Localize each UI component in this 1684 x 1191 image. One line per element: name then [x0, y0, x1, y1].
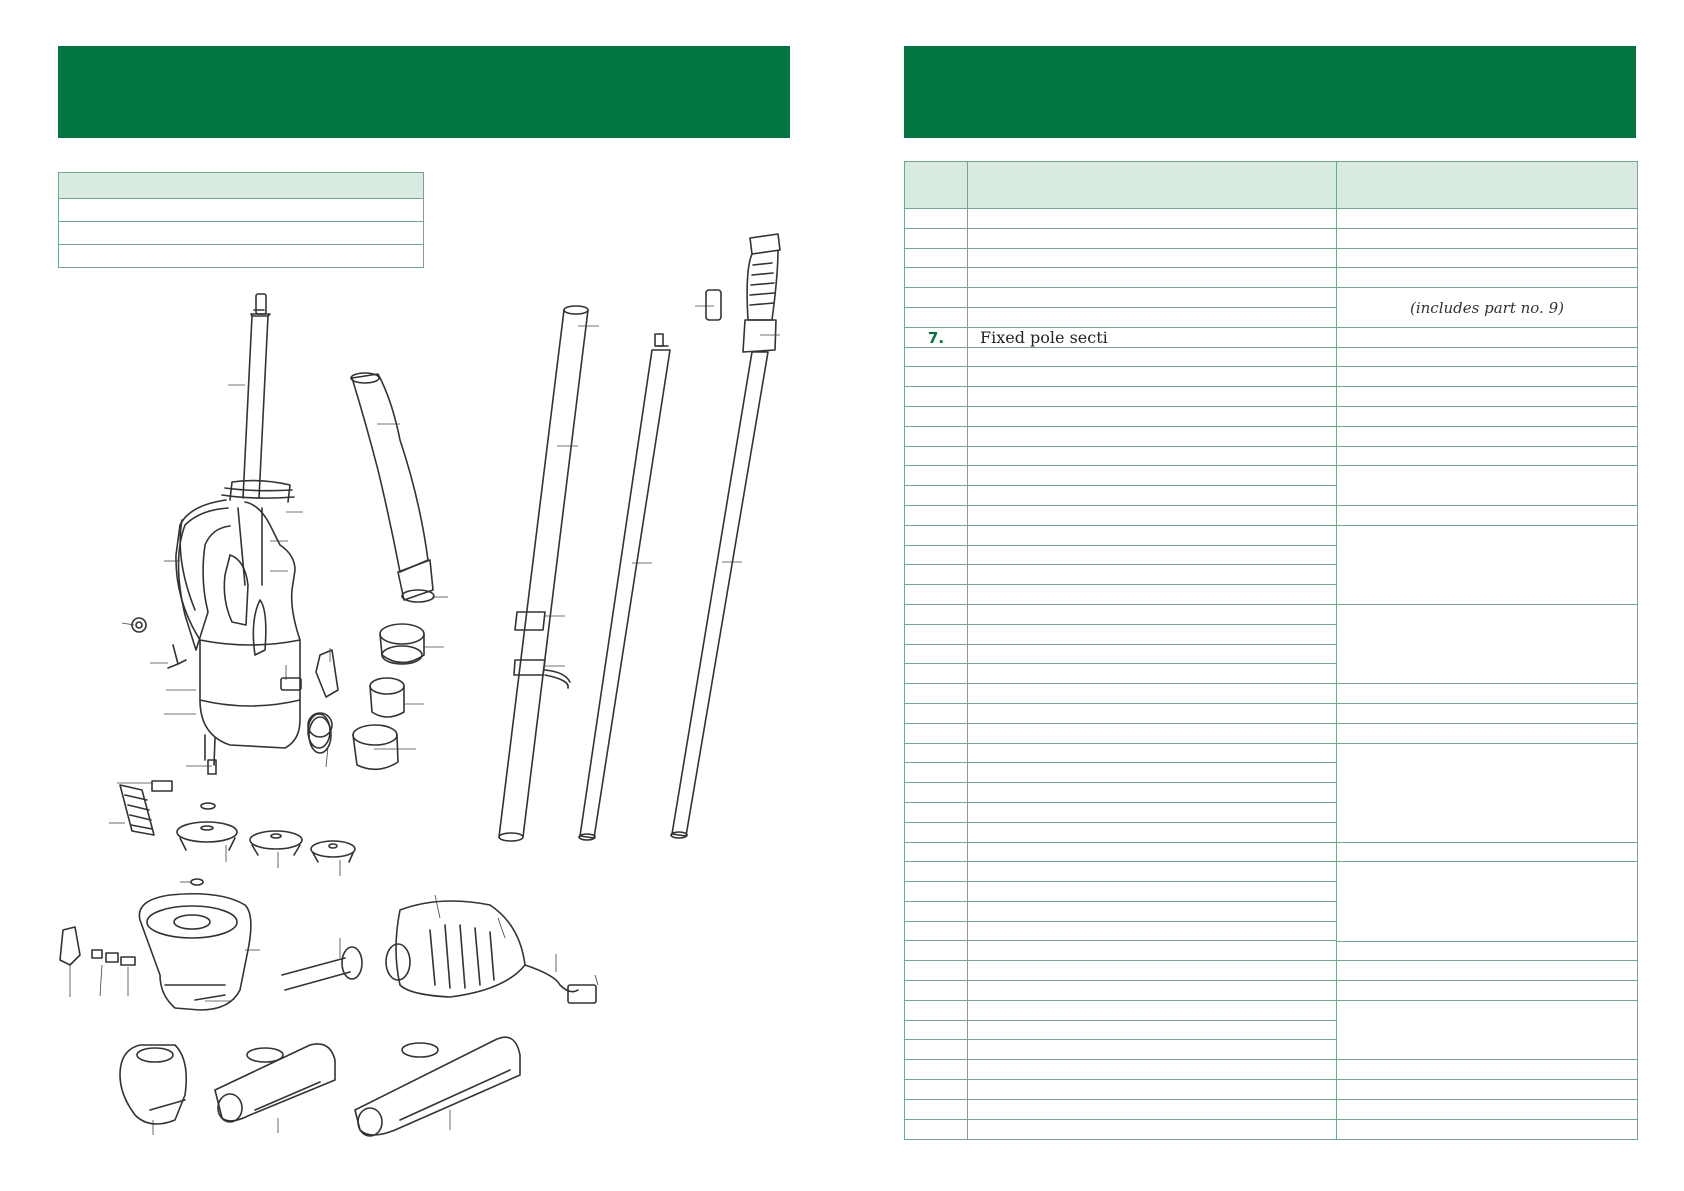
impeller-discs: [177, 803, 355, 885]
description-cell: [968, 763, 1336, 783]
description-cell: [968, 387, 1336, 407]
number-cell: [905, 1001, 967, 1021]
description-cell: [968, 1100, 1336, 1120]
number-cell: [905, 684, 967, 704]
description-cell: [968, 902, 1336, 922]
number-cell: [905, 1040, 967, 1060]
partcode-column: [1337, 209, 1637, 1139]
partcode-cell: [1337, 249, 1637, 269]
description-cell: [968, 981, 1336, 1001]
partcode-cell: [1337, 268, 1637, 288]
number-cell: [905, 803, 967, 823]
partcode-cell: [1337, 328, 1637, 348]
description-cell: [968, 268, 1336, 288]
small-clip: [106, 953, 118, 962]
description-cell: [968, 249, 1336, 269]
description-cell: [968, 526, 1336, 546]
brush-head-large: [355, 1037, 520, 1136]
leader-lines: [70, 306, 780, 1135]
description-cell: [968, 209, 1336, 229]
partcode-cell: [1337, 466, 1637, 506]
power-cable: [525, 965, 578, 992]
partcode-cell: [1337, 961, 1637, 981]
power-adapter: [568, 985, 596, 1003]
partcode-cell: [1337, 288, 1637, 328]
number-cell: [905, 407, 967, 427]
description-cell: [968, 783, 1336, 803]
pre-filter: [120, 785, 154, 835]
description-cell: [968, 843, 1336, 863]
brush-head-medium: [215, 1044, 335, 1122]
partcode-cell: [1337, 942, 1637, 962]
description-cell: [968, 823, 1336, 843]
description-cell: [968, 565, 1336, 585]
number-cell: [905, 229, 967, 249]
pump-body: [176, 481, 300, 774]
description-cell: [968, 1060, 1336, 1080]
description-cell: [968, 605, 1336, 625]
partcode-cell: [1337, 684, 1637, 704]
number-cell: [905, 466, 967, 486]
partcode-cell: [1337, 526, 1637, 605]
description-cell: [968, 585, 1336, 605]
pole-with-grip: [671, 234, 780, 838]
number-cell: [905, 843, 967, 863]
skimmer-head: [139, 894, 251, 1010]
number-cell: [905, 664, 967, 684]
number-cell: [905, 645, 967, 665]
number-cell: [905, 783, 967, 803]
number-cell: [905, 605, 967, 625]
description-cell: [968, 308, 1336, 328]
number-cell: [905, 1100, 967, 1120]
brush-head-small: [120, 1045, 186, 1124]
number-cell: [905, 625, 967, 645]
number-cell: [905, 961, 967, 981]
description-cell: [968, 466, 1336, 486]
partcode-cell: [1337, 447, 1637, 467]
description-cell: [968, 328, 1336, 348]
description-cell: [968, 1120, 1336, 1140]
telescopic-pole: [499, 306, 588, 841]
parts-table-body: [905, 209, 1637, 1139]
number-cell: [905, 209, 967, 229]
description-cell: [968, 625, 1336, 645]
partcode-cell: [1337, 981, 1637, 1001]
partcode-cell: [1337, 605, 1637, 684]
partcode-cell: [1337, 367, 1637, 387]
pole-coupling: [706, 290, 721, 320]
number-cell: [905, 447, 967, 467]
number-cell: [905, 526, 967, 546]
description-cell: [968, 961, 1336, 981]
number-cell: [905, 546, 967, 566]
description-cell: [968, 941, 1336, 961]
partcode-cell: [1337, 1100, 1637, 1120]
description-cell: [968, 546, 1336, 566]
description-cell: [968, 664, 1336, 684]
part-description-7: Fixed pole secti: [980, 327, 1108, 347]
description-cell: [968, 1080, 1336, 1100]
partcode-cell: [1337, 744, 1637, 843]
description-cell: [968, 348, 1336, 368]
small-filter-plate: [281, 678, 301, 690]
description-cell: [968, 486, 1336, 506]
number-cell: [905, 882, 967, 902]
partcode-cell: [1337, 1080, 1637, 1100]
number-cell: [905, 506, 967, 526]
description-cell: [968, 427, 1336, 447]
number-cell: [905, 981, 967, 1001]
description-column: [968, 209, 1337, 1139]
number-cell: [905, 249, 967, 269]
number-cell: [905, 744, 967, 764]
fixed-pole-section: [579, 334, 670, 840]
number-cell: [905, 1021, 967, 1041]
description-cell: [968, 704, 1336, 724]
crank-key: [168, 645, 186, 668]
partcode-cell: [1337, 427, 1637, 447]
description-cell: [968, 744, 1336, 764]
header-number-cell: [905, 162, 968, 208]
number-cell: [905, 1060, 967, 1080]
number-column: [905, 209, 968, 1139]
partcode-cell: [1337, 387, 1637, 407]
description-cell: [968, 1040, 1336, 1060]
description-cell: [968, 645, 1336, 665]
number-cell: [905, 308, 967, 328]
number-cell: [905, 1080, 967, 1100]
side-clip: [60, 927, 80, 965]
number-cell: [905, 862, 967, 882]
partcode-cell: [1337, 348, 1637, 368]
number-cell: [905, 367, 967, 387]
number-cell: [905, 427, 967, 447]
description-cell: [968, 1001, 1336, 1021]
part-number-7: 7.: [927, 328, 945, 347]
pump-inlet-tube: [243, 294, 270, 498]
number-cell: [905, 902, 967, 922]
description-cell: [968, 882, 1336, 902]
partcode-cell: [1337, 506, 1637, 526]
description-cell: [968, 367, 1336, 387]
description-cell: [968, 407, 1336, 427]
number-cell: [905, 585, 967, 605]
small-gasket: [92, 950, 102, 958]
partcode-cell: [1337, 1060, 1637, 1080]
small-seal: [121, 957, 135, 965]
number-cell: [905, 941, 967, 961]
partcode-cell: [1337, 1001, 1637, 1060]
description-cell: [968, 922, 1336, 942]
partcode-cell: [1337, 407, 1637, 427]
number-cell: [905, 486, 967, 506]
partcode-cell: [1337, 229, 1637, 249]
number-cell: [905, 387, 967, 407]
description-cell: [968, 862, 1336, 882]
description-cell: [968, 447, 1336, 467]
number-cell: [905, 922, 967, 942]
header-description-cell: [968, 162, 1337, 208]
partcode-cell: [1337, 1120, 1637, 1140]
description-cell: [968, 803, 1336, 823]
parts-list-table: [904, 161, 1638, 1140]
description-cell: [968, 506, 1336, 526]
motor-housing: [386, 901, 525, 997]
number-cell: [905, 823, 967, 843]
number-cell: [905, 724, 967, 744]
partcode-cell: [1337, 724, 1637, 744]
description-cell: [968, 684, 1336, 704]
partcode-cell: [1337, 843, 1637, 863]
description-cell: [968, 1021, 1336, 1041]
number-cell: [905, 288, 967, 308]
number-cell: [905, 763, 967, 783]
group-note: (includes part no. 9): [1410, 298, 1564, 317]
small-nut: [132, 618, 146, 632]
cable-gland: [342, 947, 362, 979]
number-cell: [905, 328, 967, 348]
partcode-cell: [1337, 862, 1637, 941]
number-cell: [905, 1120, 967, 1140]
description-cell: [968, 724, 1336, 744]
number-cell: [905, 348, 967, 368]
partcode-cell: [1337, 209, 1637, 229]
number-cell: [905, 268, 967, 288]
description-cell: [968, 288, 1336, 308]
parts-table-header: [905, 162, 1637, 209]
description-cell: [968, 229, 1336, 249]
flexible-hose: [351, 373, 434, 602]
partcode-cell: [1337, 704, 1637, 724]
header-partcode-cell: [1337, 162, 1637, 208]
number-cell: [905, 565, 967, 585]
mounting-bracket: [316, 650, 338, 697]
pump-handle: [179, 508, 231, 650]
filter-clip: [152, 781, 172, 791]
number-cell: [905, 704, 967, 724]
